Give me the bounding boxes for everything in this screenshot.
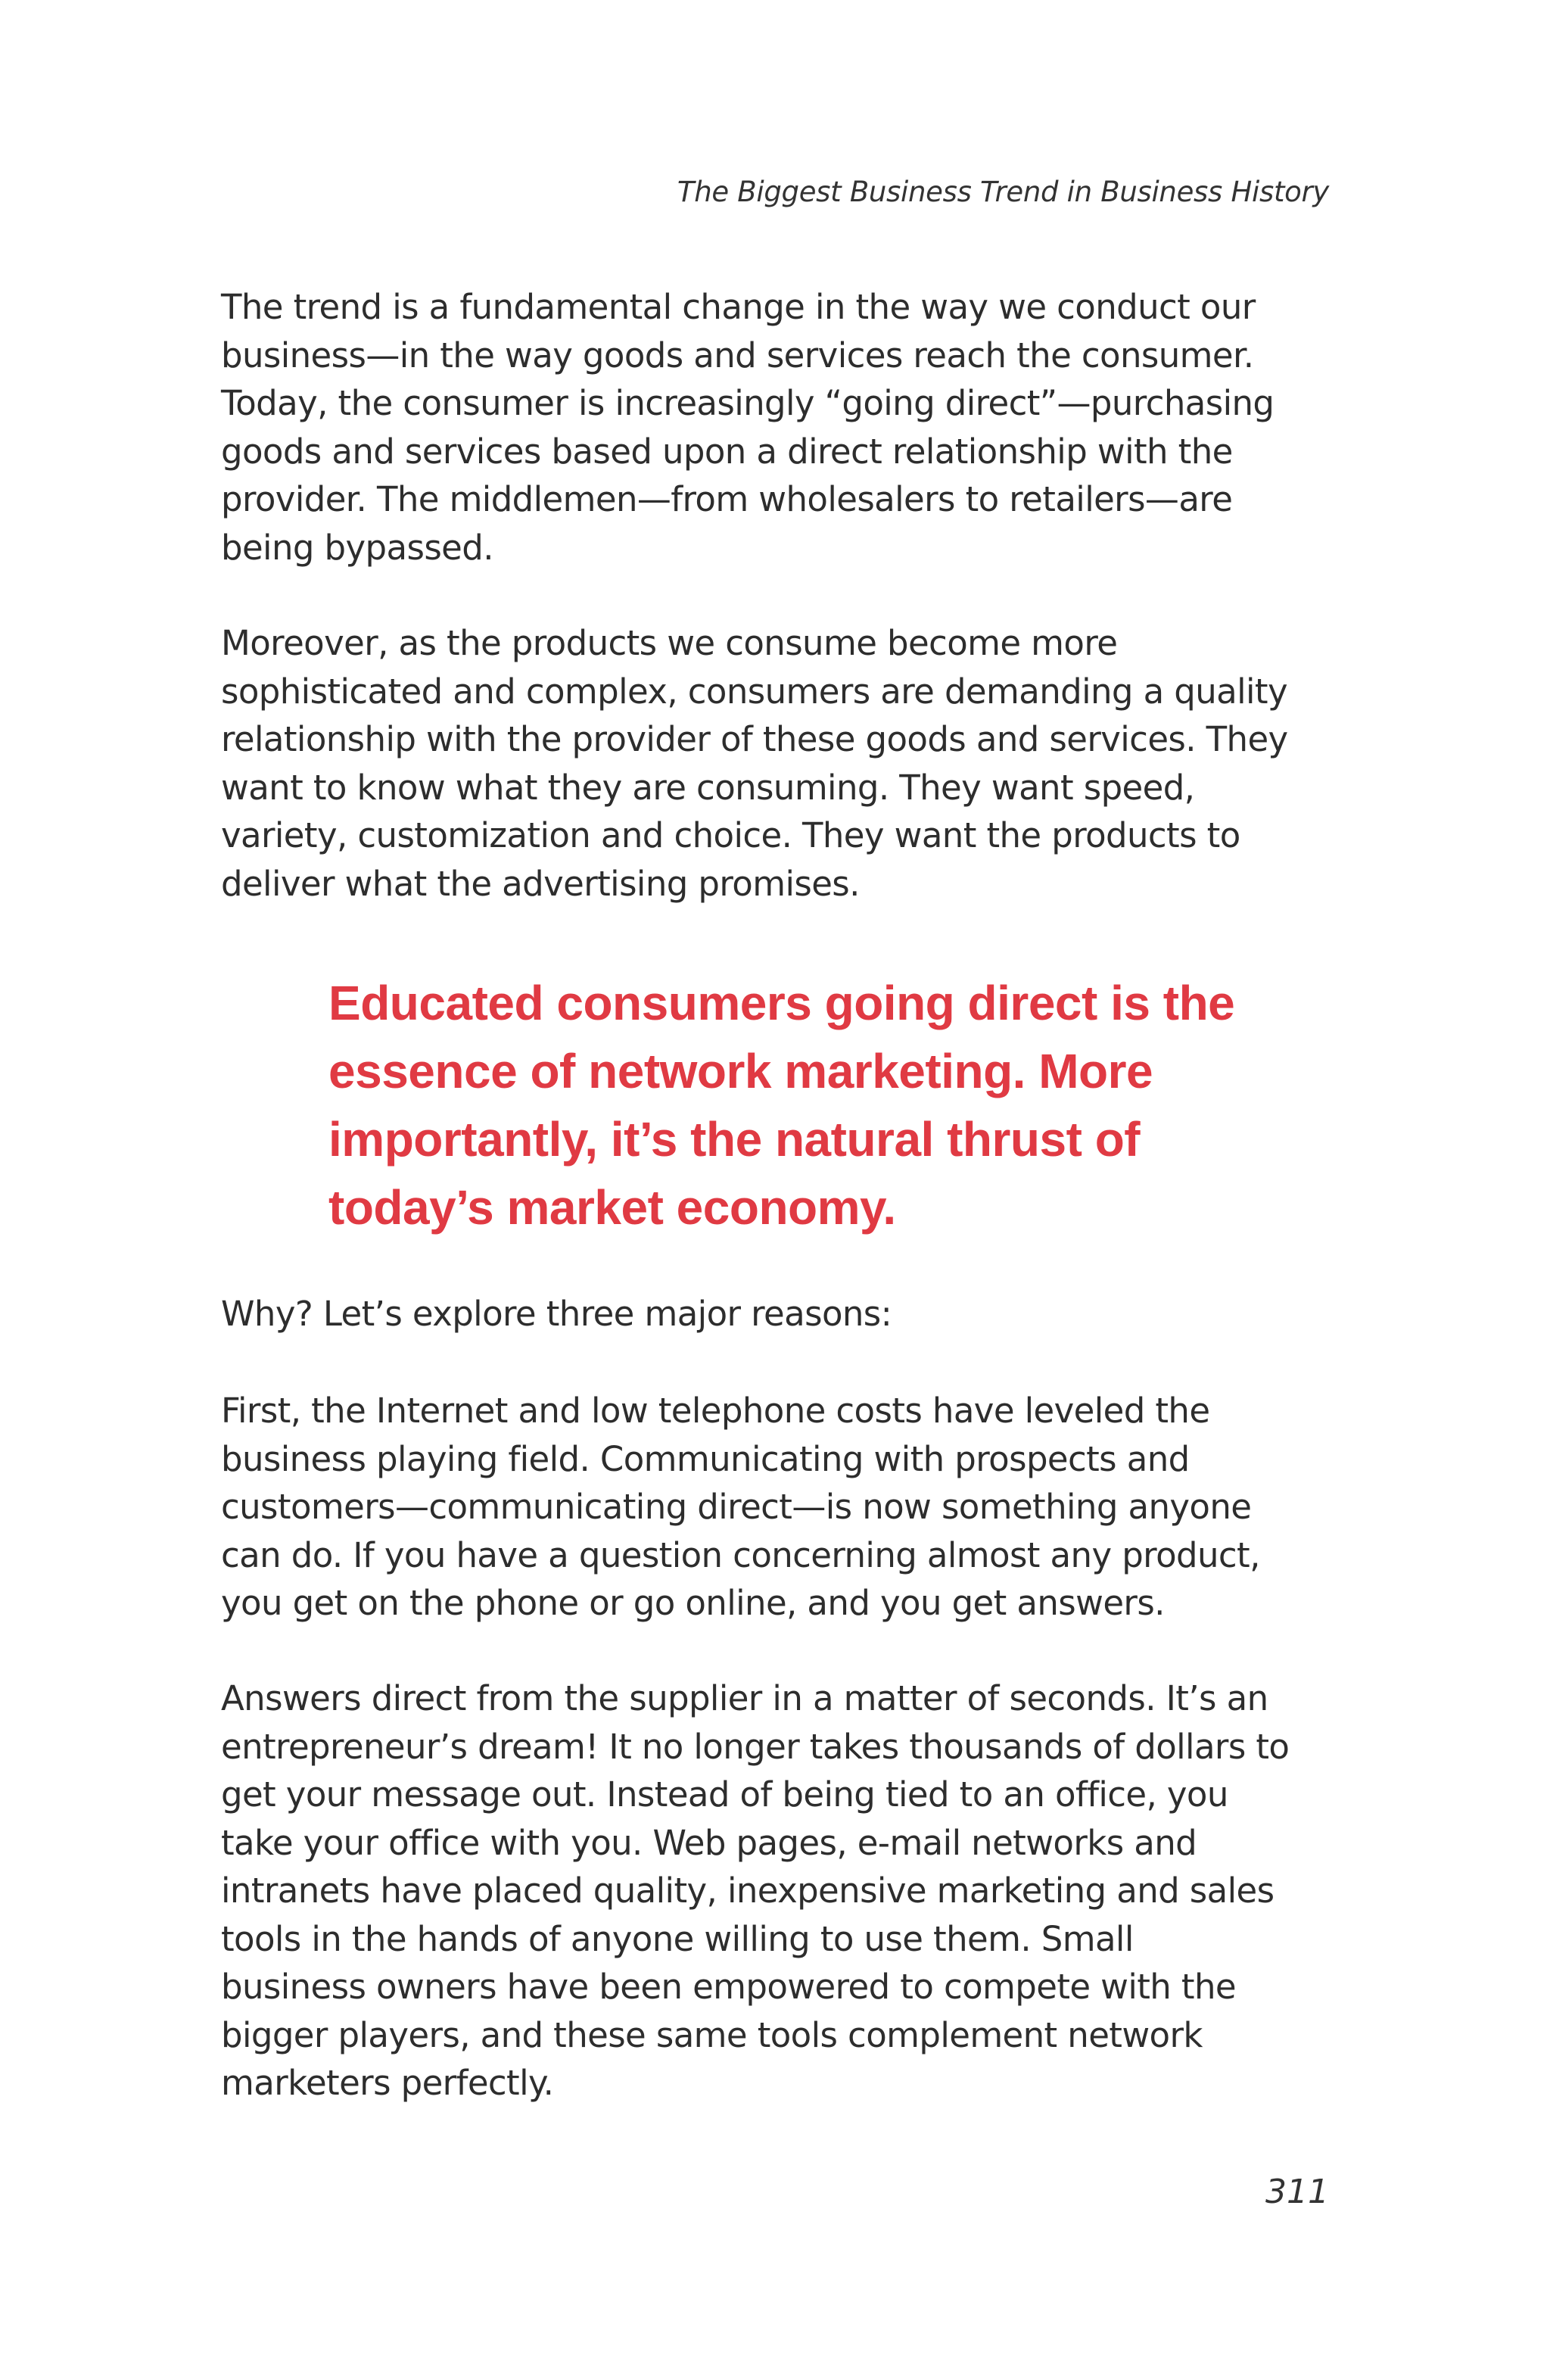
pullquote-line: Educated consumers going direct is the — [328, 976, 1235, 1030]
paragraph-line: Why? Let’s explore three major reasons: — [221, 1294, 892, 1334]
pullquote-line: essence of network marketing. More — [328, 1044, 1153, 1098]
paragraph-line: First, the Internet and low telephone costs have leveled the — [221, 1391, 1210, 1431]
paragraph-line: intranets have placed quality, inexpensive marketing and sales — [221, 1871, 1275, 1911]
paragraph-line: customers—communicating direct—is now something anyone — [221, 1487, 1252, 1527]
paragraph-line: business—in the way goods and services reach the consumer. — [221, 335, 1254, 375]
paragraph-line: you get on the phone or go online, and you get answers. — [221, 1583, 1165, 1623]
paragraph-line: Moreover, as the products we consume become more — [221, 623, 1118, 663]
paragraph-line: get your message out. Instead of being tied to an office, you — [221, 1774, 1228, 1815]
paragraph-line: relationship with the provider of these goods and services. They — [221, 719, 1288, 759]
paragraph-line: entrepreneur’s dream! It no longer takes thousands of dollars to — [221, 1726, 1290, 1767]
paragraph-line: business playing field. Communicating with prospects and — [221, 1438, 1190, 1479]
pullquote-line: today’s market economy. — [328, 1180, 896, 1235]
pullquote — [328, 969, 1312, 1241]
paragraph-line: provider. The middlemen—from wholesalers to retailers—are — [221, 479, 1233, 519]
paragraph-line: bigger players, and these same tools complement network — [221, 2014, 1203, 2055]
page-number: 311 — [1265, 2173, 1329, 2211]
paragraph-5 — [221, 1674, 1341, 2107]
paragraph-line: The trend is a fundamental change in the way we conduct our — [221, 287, 1256, 327]
paragraph-4 — [221, 1387, 1341, 1628]
paragraph-line: take your office with you. Web pages, e-mail networks and — [221, 1822, 1197, 1863]
paragraph-line: marketers perfectly. — [221, 2063, 554, 2103]
pullquote-line: importantly, it’s the natural thrust of — [328, 1112, 1141, 1167]
paragraph-line: tools in the hands of anyone willing to use them. Small — [221, 1918, 1134, 1959]
running-header: The Biggest Business Trend in Business History — [677, 176, 1329, 208]
paragraph-line: variety, customization and choice. They want the products to — [221, 815, 1240, 855]
paragraph-3 — [221, 1290, 1341, 1338]
paragraph-line: sophisticated and complex, consumers are demanding a quality — [221, 671, 1288, 712]
paragraph-2 — [221, 619, 1341, 908]
paragraph-line: Answers direct from the supplier in a matter of seconds. It’s an — [221, 1678, 1268, 1718]
paragraph-line: goods and services based upon a direct relationship with the — [221, 431, 1233, 472]
paragraph-1 — [221, 283, 1341, 572]
paragraph-line: want to know what they are consuming. They want speed, — [221, 767, 1195, 808]
paragraph-line: Today, the consumer is increasingly “going direct”—purchasing — [221, 383, 1275, 423]
paragraph-line: deliver what the advertising promises. — [221, 863, 860, 904]
paragraph-line: being bypassed. — [221, 527, 493, 568]
paragraph-line: business owners have been empowered to compete with the — [221, 1967, 1236, 2007]
paragraph-line: can do. If you have a question concerning almost any product, — [221, 1534, 1260, 1575]
